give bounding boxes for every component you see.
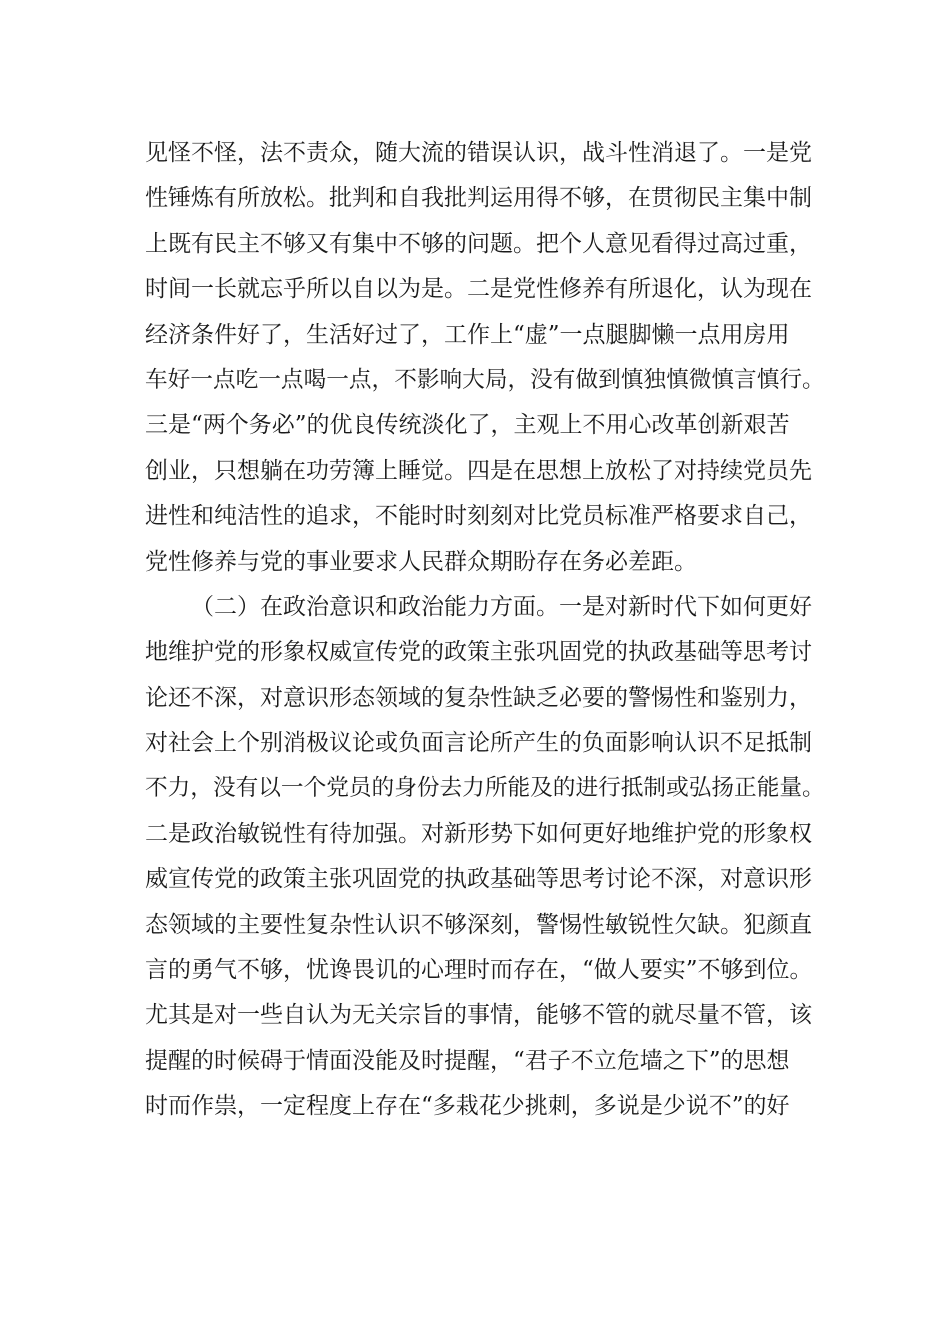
text-line: 经济条件好了，生活好过了，工作上“虚”一点腿脚懒一点用房用 [145,321,790,348]
text-line: 二是政治敏锐性有待加强。对新形势下如何更好地维护党的形象权 [145,820,812,847]
text-line: 性锤炼有所放松。批判和自我批判运用得不够，在贯彻民主集中制 [145,185,812,212]
text-line: 时间一长就忘乎所以自以为是。二是党性修养有所退化，认为现在 [145,276,812,303]
text-line: 提醒的时候碍于情面没能及时提醒，“君子不立危墙之下”的思想 [145,1047,790,1074]
text-line: 对社会上个别消极议论或负面言论所产生的负面影响认识不足抵制 [145,730,812,757]
text-line: 见怪不怪，法不责众，随大流的错误认识，战斗性消退了。一是党 [145,140,812,166]
text-line: 论还不深，对意识形态领域的复杂性缺乏必要的警惕性和鉴别力， [145,684,812,711]
text-line: 尤其是对一些自认为无关宗旨的事情，能够不管的就尽量不管，该 [145,1002,812,1029]
text-line: 言的勇气不够，忧谗畏讥的心理时而存在，“做人要实”不够到位。 [145,957,813,984]
text-line: 三是“两个务必”的优良传统淡化了，主观上不用心改革创新艰苦 [145,412,790,439]
text-line: 上既有民主不够又有集中不够的问题。把个人意见看得过高过重， [145,230,812,257]
text-line: 创业，只想躺在功劳簿上睡觉。四是在思想上放松了对持续党员先 [145,457,812,484]
text-line: 地维护党的形象权威宣传党的政策主张巩固党的执政基础等思考讨 [145,639,812,666]
text-line: 进性和纯洁性的追求，不能时时刻刻对比党员标准严格要求自己， [145,503,812,530]
document-body [145,131,825,1130]
paragraph-heading-line: （二）在政治意识和政治能力方面。一是对新时代下如何更好 [191,593,812,620]
text-line: 党性修养与党的事业要求人民群众期盼存在务必差距。 [145,548,697,575]
text-line: 车好一点吃一点喝一点，不影响大局，没有做到慎独慎微慎言慎行。 [145,366,825,393]
text-line: 态领域的主要性复杂性认识不够深刻，警惕性敏锐性欠缺。犯颜直 [145,911,812,938]
text-line: 威宣传党的政策主张巩固党的执政基础等思考讨论不深，对意识形 [145,866,812,893]
text-line: 时而作祟，一定程度上存在“多栽花少挑刺，多说是少说不”的好 [145,1093,790,1120]
text-line: 不力，没有以一个党员的身份去力所能及的进行抵制或弘扬正能量。 [145,775,825,802]
